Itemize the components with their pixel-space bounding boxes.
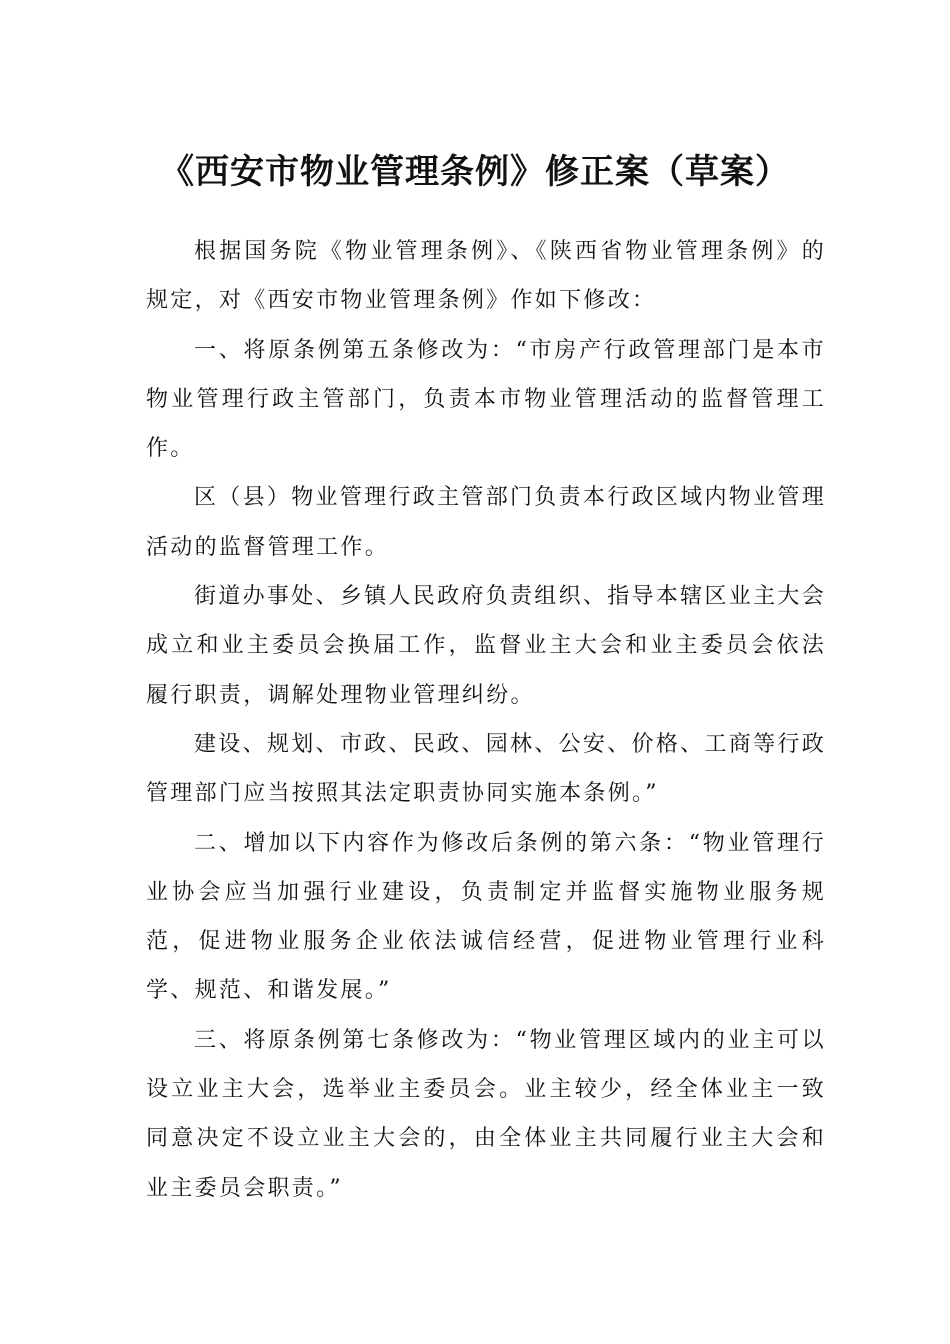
document-title: 《西安市物业管理条例》修正案（草案） (160, 151, 790, 192)
paragraph-district-dept: 区（县）物业管理行政主管部门负责本行政区域内物业管理活动的监督管理工作。 (146, 485, 826, 560)
document-body (146, 227, 826, 1213)
paragraph-street-office: 街道办事处、乡镇人民政府负责组织、指导本辖区业主大会成立和业主委员会换届工作，监督业主大会和业主委员会依法履行职责，调解处理物业管理纠纷。 (146, 584, 826, 708)
paragraph-preamble: 根据国务院《物业管理条例》、《陕西省物业管理条例》的规定，对《西安市物业管理条例》作如下修改： (146, 239, 826, 314)
paragraph-article-5: 一、将原条例第五条修改为：“市房产行政管理部门是本市物业管理行政主管部门，负责本市物业管理活动的监督管理工作。 (146, 337, 826, 462)
paragraph-article-7: 三、将原条例第七条修改为：“物业管理区域内的业主可以设立业主大会，选举业主委员会。业主较少，经全体业主一致同意决定不设立业主大会的，由全体业主共同履行业主大会和业主委员会职责。” (146, 1027, 826, 1201)
paragraph-other-departments: 建设、规划、市政、民政、园林、公安、价格、工商等行政管理部门应当按照其法定职责协同实施本条例。” (146, 731, 826, 807)
paragraph-article-6: 二、增加以下内容作为修改后条例的第六条：“物业管理行业协会应当加强行业建设，负责制定并监督实施物业服务规范，促进物业服务企业依法诚信经营，促进物业管理行业科学、规范、和谐发展。” (146, 830, 826, 1004)
